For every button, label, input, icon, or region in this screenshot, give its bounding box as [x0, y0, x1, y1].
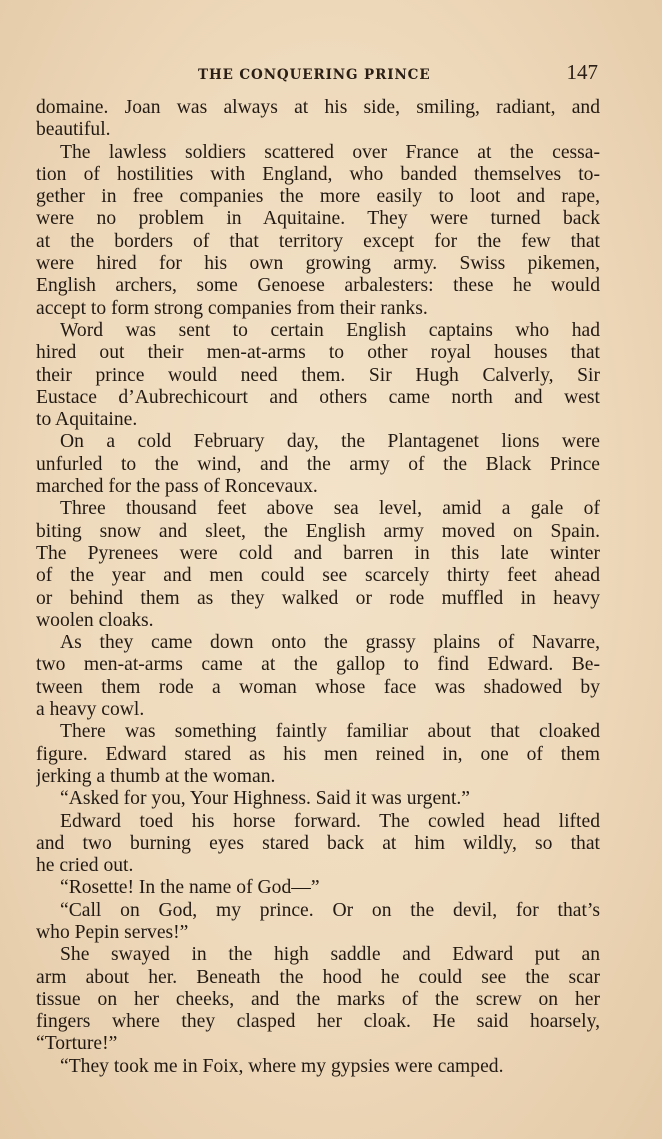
text-line: The Pyrenees were cold and barren in this late winter [36, 542, 600, 564]
text-line: “Rosette! In the name of God—” [60, 877, 320, 899]
text-line: arm about her. Beneath the hood he could see the scar [36, 966, 600, 988]
text-line: he cried out. [36, 855, 134, 877]
text-line: biting snow and sleet, the English army moved on Spain. [36, 520, 600, 542]
text-line: were no problem in Aquitaine. They were turned back [36, 208, 600, 230]
text-line: “Asked for you, Your Highness. Said it was urgent.” [60, 788, 470, 810]
text-line: or behind them as they walked or rode muffled in heavy [36, 587, 600, 609]
page-number: 147 [566, 60, 598, 84]
text-line: beautiful. [36, 119, 111, 141]
text-line: tween them rode a woman whose face was shadowed by [36, 676, 600, 698]
text-line: accept to form strong companies from their ranks. [36, 297, 428, 319]
text-line: Three thousand feet above sea level, amid a gale of [60, 498, 600, 520]
text-line: tissue on her cheeks, and the marks of the screw on her [36, 988, 600, 1010]
page-header [36, 60, 600, 86]
text-line: “Call on God, my prince. Or on the devil, for that’s [60, 899, 600, 921]
text-line: to Aquitaine. [36, 409, 138, 431]
text-line: their prince would need them. Sir Hugh Calverly, Sir [36, 364, 600, 386]
body-text [36, 97, 600, 1078]
text-line: were hired for his own growing army. Swiss pikemen, [36, 253, 600, 275]
text-line: at the borders of that territory except for the few that [36, 230, 600, 252]
text-line: two men-at-arms came at the gallop to find Edward. Be- [36, 654, 600, 676]
text-line: She swayed in the high saddle and Edward put an [60, 944, 600, 966]
text-line: and two burning eyes stared back at him wildly, so that [36, 832, 600, 854]
text-line: figure. Edward stared as his men reined in, one of them [36, 743, 600, 765]
text-line: hired out their men-at-arms to other royal houses that [36, 342, 600, 364]
text-line: jerking a thumb at the woman. [36, 765, 276, 787]
text-line: Word was sent to certain English captains who had [60, 319, 600, 341]
text-line: Eustace d’Aubrechicourt and others came north and west [36, 386, 600, 408]
text-line: a heavy cowl. [36, 699, 145, 721]
text-line: The lawless soldiers scattered over France at the cessa- [60, 141, 600, 163]
text-line: woolen cloaks. [36, 609, 154, 631]
text-line: marched for the pass of Roncevaux. [36, 476, 318, 498]
text-line: who Pepin serves!” [36, 921, 189, 943]
text-line: unfurled to the wind, and the army of the Black Prince [36, 453, 600, 475]
text-line: There was something faintly familiar about that cloaked [60, 721, 600, 743]
text-line: domaine. Joan was always at his side, smiling, radiant, and [36, 97, 600, 118]
text-line: English archers, some Genoese arbalesters: these he would [36, 275, 600, 297]
text-line: As they came down onto the grassy plains of Navarre, [60, 632, 600, 654]
text-line: “They took me in Foix, where my gypsies were camped. [60, 1055, 504, 1077]
text-line: gether in free companies the more easily to loot and rape, [36, 186, 600, 208]
text-line: On a cold February day, the Plantagenet lions were [60, 431, 600, 453]
text-line: “Torture!” [36, 1033, 118, 1055]
text-line: fingers where they clasped her cloak. He said hoarsely, [36, 1011, 600, 1033]
text-line: tion of hostilities with England, who banded themselves to- [36, 163, 600, 185]
text-line: Edward toed his horse forward. The cowled head lifted [60, 810, 600, 832]
text-line: of the year and men could see scarcely thirty feet ahead [36, 565, 600, 587]
running-title: THE CONQUERING PRINCE [198, 67, 431, 83]
